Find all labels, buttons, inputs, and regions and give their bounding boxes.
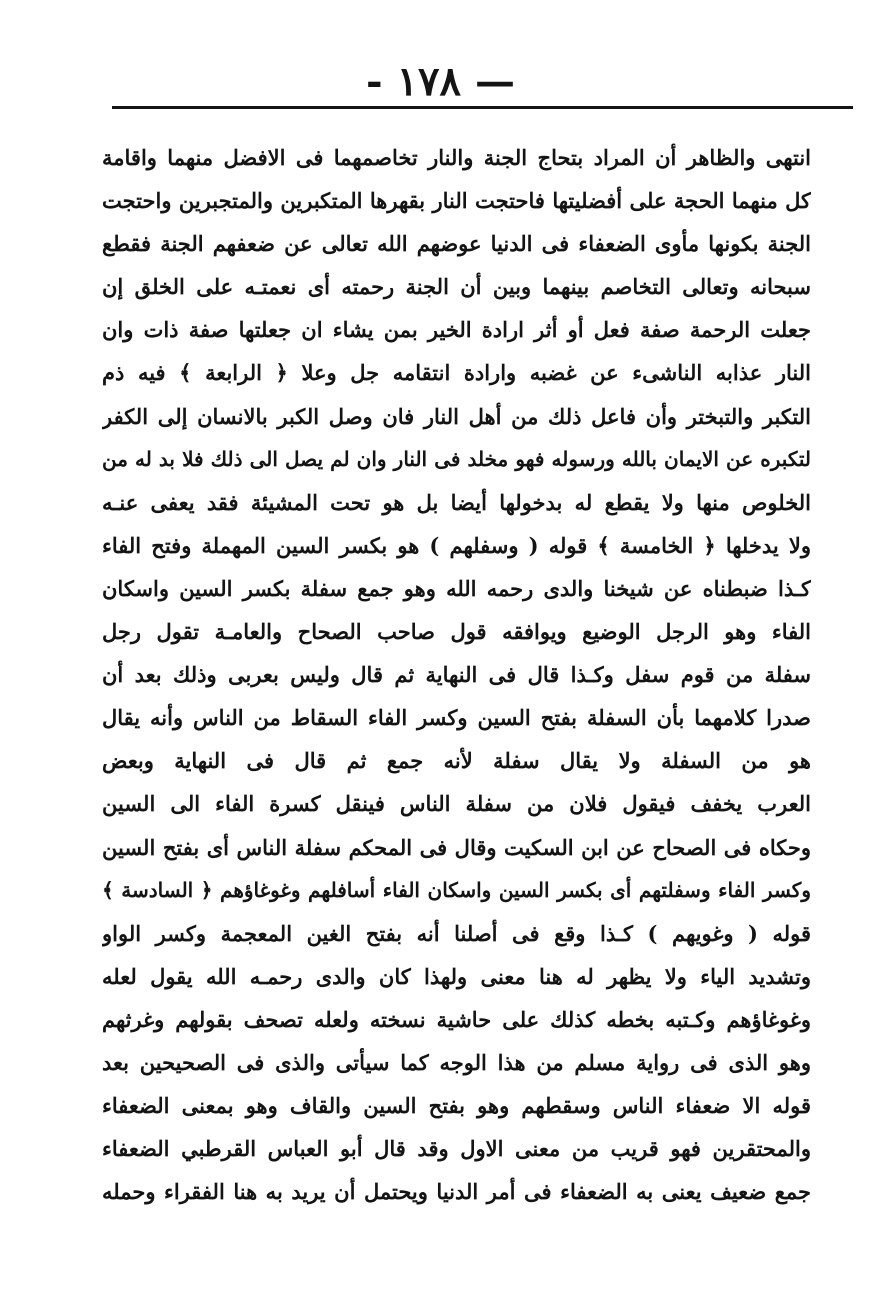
text-line: قوله ( وغويهم ) كـذا وقع فى أصلنا أنه بفتح الغين المعجمة وكسر الواو bbox=[102, 920, 811, 946]
text-line: سفلة من قوم سفل وكـذا قال فى النهاية ثم قال وليس بعربى وذلك بعد أن bbox=[102, 662, 811, 688]
text-line: جمع ضعيف يعنى به الضعفاء فى أمر الدنيا ويحتمل أن يريد به هنا الفقراء وحمله bbox=[102, 1179, 811, 1205]
text-line: وهو الذى فى رواية مسلم من هذا الوجه كما سيأتى والذى فى الصحيحين بعد bbox=[102, 1049, 811, 1075]
text-line: وحكاه فى الصحاح عن ابن السكيت وقال فى المحكم سفلة الناس أى بفتح السين bbox=[102, 834, 811, 860]
text-line: الجنة بكونها مأوى الضعفاء فى الدنيا عوضهم الله تعالى عن ضعفهم الجنة فقطع bbox=[102, 231, 811, 257]
text-line: العرب يخفف فيقول فلان من سفلة الناس فينقل كسرة الفاء الى السين bbox=[102, 791, 811, 817]
text-line: قوله الا ضعفاء الناس وسقطهم وهو بفتح السين والقاف وهو بمعنى الضعفاء bbox=[102, 1093, 811, 1119]
text-line: والمحتقرين فهو قريب من معنى الاول وقد قال أبو العباس القرطبي الضعفاء bbox=[102, 1136, 811, 1162]
text-line: كـذا ضبطناه عن شيخنا والدى رحمه الله وهو جمع سفلة بكسر السين واسكان bbox=[102, 575, 811, 601]
page-number: — ١٧٨ - bbox=[366, 58, 515, 105]
text-line: التكبر والتبختر وأن فاعل ذلك من أهل النار فان وصل الكبر بالانسان إلى الكفر bbox=[102, 403, 811, 429]
header-rule bbox=[112, 106, 853, 109]
text-line: جعلت الرحمة صفة فعل أو أثر ارادة الخير بمن يشاء ان جعلتها صفة ذات وان bbox=[102, 317, 811, 343]
text-line: وتشديد الياء ولا يظهر له هنا معنى ولهذا كان والدى رحمـه الله يقول لعله bbox=[102, 963, 811, 989]
text-line: وكسر الفاء وسفلتهم أى بكسر السين واسكان الفاء أسافلهم وغوغاؤهم ﴿ السادسة ﴾ bbox=[102, 877, 811, 902]
text-line: الخلوص منها ولا يقطع له بدخولها أيضا بل هو تحت المشيئة فقد يعفى عنـه bbox=[102, 489, 811, 515]
text-line: كل منهما الحجة على أفضليتها فاحتجت النار بقهرها المتكبرين والمتجبرين واحتجت bbox=[102, 188, 811, 214]
body-text bbox=[102, 136, 811, 1213]
text-line: الفاء وهو الرجل الوضيع ويوافقه قول صاحب الصحاح والعامـة تقول رجل bbox=[102, 619, 811, 645]
text-line: ولا يدخلها ﴿ الخامسة ﴾ قوله ( وسفلهم ) هو بكسر السين المهملة وفتح الفاء bbox=[102, 532, 811, 558]
text-line: صدرا كلامهما بأن السفلة بفتح السين وكسر الفاء السقاط من الناس وأنه يقال bbox=[102, 705, 811, 731]
text-line: انتهى والظاهر أن المراد بتحاج الجنة والنار تخاصمهما فى الافضل منهما واقامة bbox=[102, 145, 811, 170]
text-line: وغوغاؤهم وكـتبه بخطه كذلك على حاشية نسخته ولعله تصحف بقولهم وغرثهم bbox=[102, 1006, 811, 1032]
text-line: هو من السفلة ولا يقال سفلة لأنه جمع ثم قال فى النهاية وبعض bbox=[102, 748, 811, 774]
text-line: لتكبره عن الايمان بالله ورسوله فهو مخلد فى النار وان لم يصل الى ذلك فلا بد له من bbox=[102, 446, 811, 471]
text-line: سبحانه وتعالى التخاصم بينهما وبين أن الجنة رحمته أى نعمتـه على الخلق إن bbox=[102, 274, 811, 300]
text-line: النار عذابه الناشىء عن غضبه وارادة انتقامه جل وعلا ﴿ الرابعة ﴾ فيه ذم bbox=[102, 360, 811, 386]
